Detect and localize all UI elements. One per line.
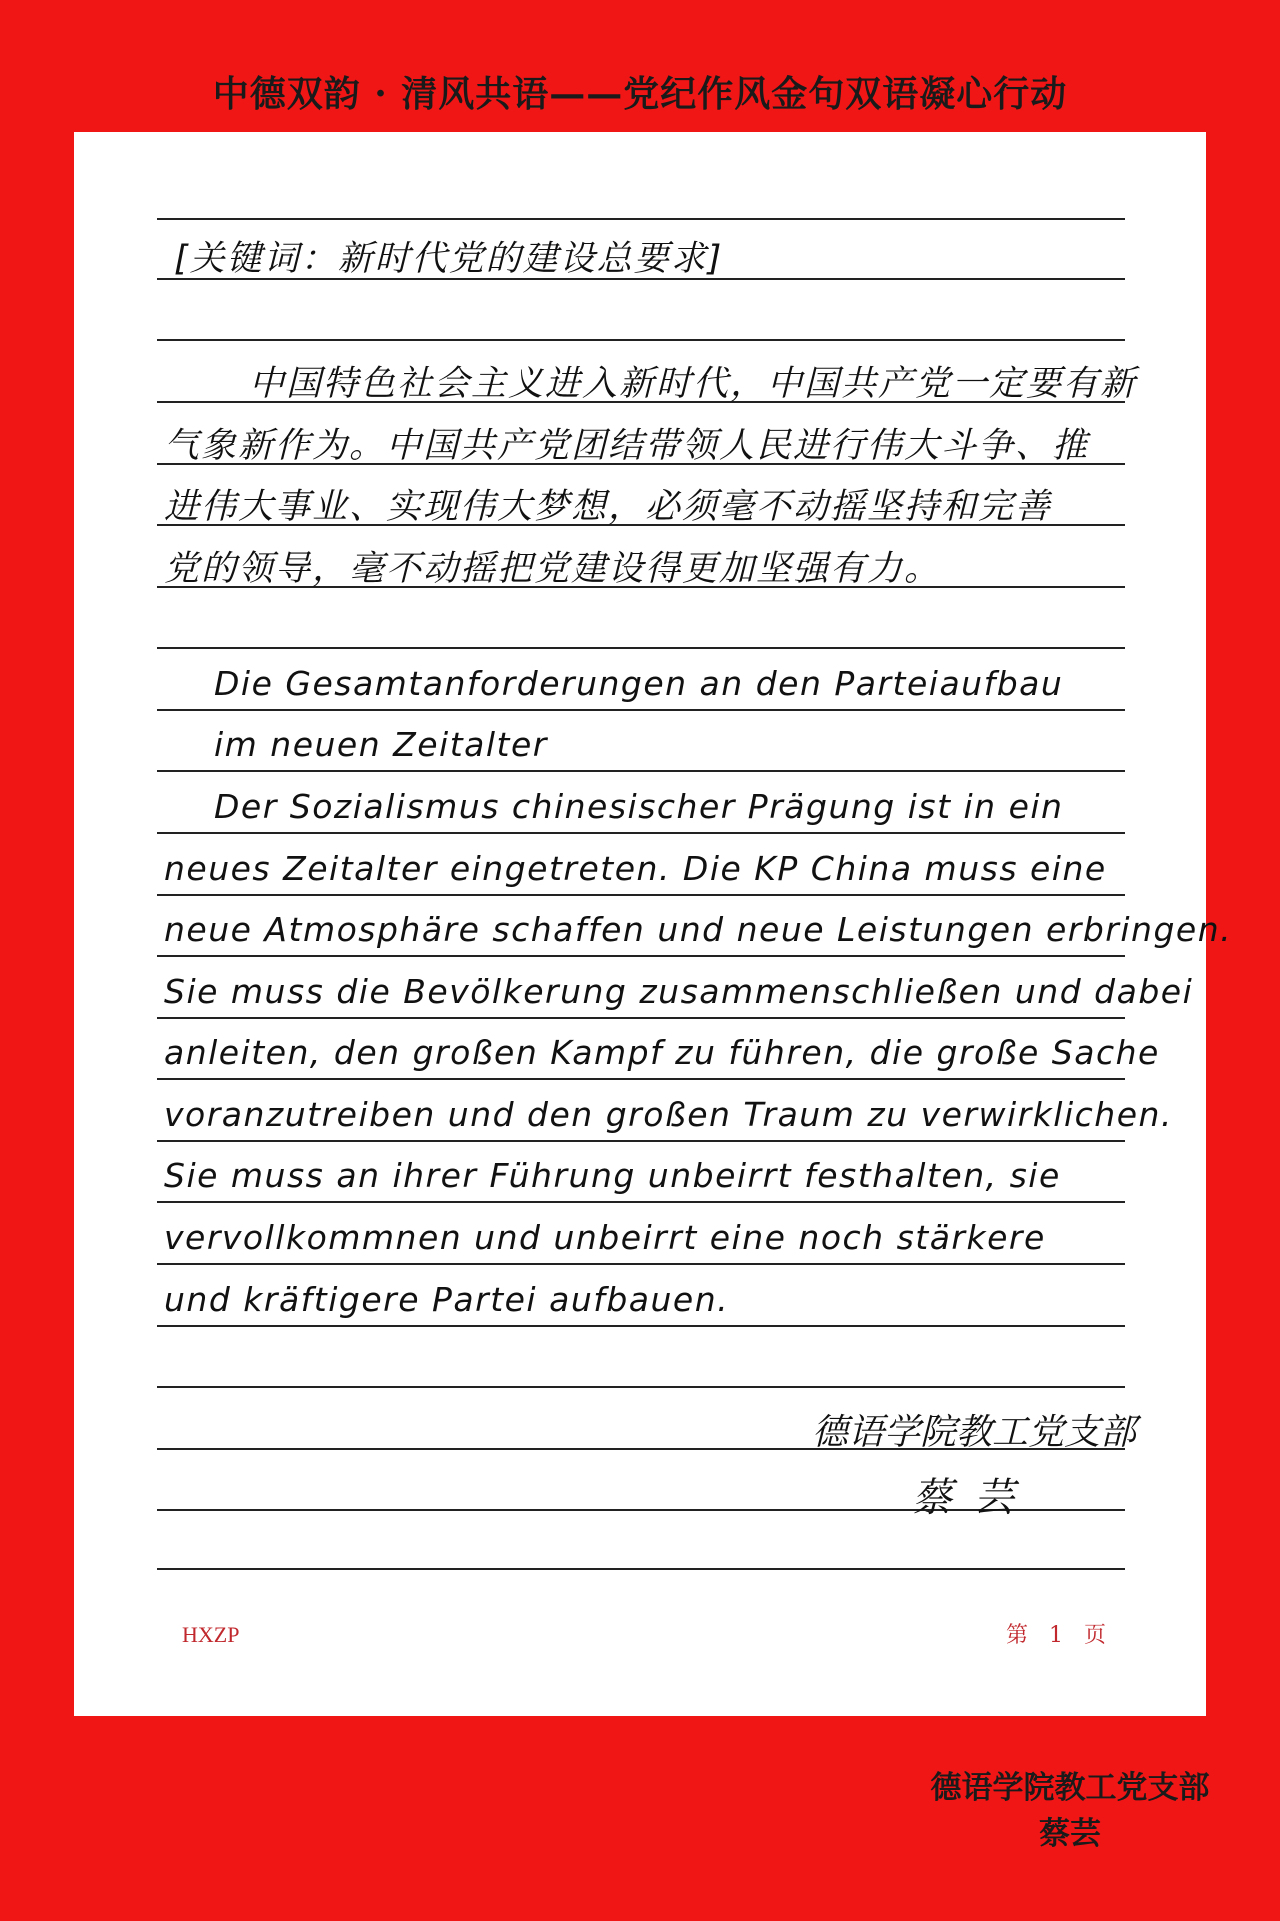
ruled-line xyxy=(157,1017,1125,1019)
chinese-line-3: 进伟大事业、实现伟大梦想，必须毫不动摇坚持和完善 xyxy=(164,487,1053,527)
ruled-line xyxy=(157,1263,1125,1265)
german-line-6: voranzutreiben und den großen Traum zu verwirklichen. xyxy=(164,1095,1173,1134)
german-line-8: vervollkommnen und unbeirrt eine noch stärkere xyxy=(164,1218,1046,1257)
german-line-7: Sie muss an ihrer Führung unbeirrt festhalten, sie xyxy=(164,1156,1061,1195)
german-line-1: Der Sozialismus chinesischer Prägung ist in ein xyxy=(214,787,1064,826)
ruled-line xyxy=(157,647,1125,649)
footer-code: HXZP xyxy=(182,1622,240,1647)
letter-paper xyxy=(74,132,1233,1716)
german-line-4: Sie muss die Bevölkerung zusammenschließen und dabei xyxy=(164,972,1194,1011)
signoff-name: 蔡芸 xyxy=(1039,1816,1101,1852)
handwritten-signature-org: 德语学院教工党支部 xyxy=(812,1412,1137,1453)
chinese-line-4: 党的领导，毫不动摇把党建设得更加坚强有力。 xyxy=(164,549,942,589)
german-title-line-2: im neuen Zeitalter xyxy=(214,725,548,764)
chinese-line-1: 中国特色社会主义进入新时代，中国共产党一定要有新 xyxy=(249,364,1138,404)
german-line-2: neues Zeitalter eingetreten. Die KP China muss eine xyxy=(164,849,1107,888)
german-line-3: neue Atmosphäre schaffen und neue Leistungen erbringen. xyxy=(164,910,1233,949)
ruled-line xyxy=(157,832,1125,834)
page-number: 第 1 页 xyxy=(1006,1623,1106,1648)
ruled-line xyxy=(157,1386,1125,1388)
ruled-line xyxy=(157,1078,1125,1080)
chinese-line-2: 气象新作为。中国共产党团结带领人民进行伟大斗争、推 xyxy=(164,426,1090,466)
ruled-line xyxy=(157,1201,1125,1203)
ruled-line xyxy=(157,709,1125,711)
ruled-line xyxy=(157,1568,1125,1570)
ruled-line xyxy=(157,955,1125,957)
ruled-line xyxy=(157,1325,1125,1327)
ruled-line xyxy=(157,218,1125,220)
banner-title: 中德双韵 · 清风共语——党纪作风金句双语凝心行动 xyxy=(212,73,1068,115)
handwritten-signature-name: 蔡芸 xyxy=(912,1475,1036,1521)
keyword-line: [关键词：新时代党的建设总要求] xyxy=(174,239,724,279)
german-title-line-1: Die Gesamtanforderungen an den Parteiaufbau xyxy=(214,664,1064,703)
signoff-org: 德语学院教工党支部 xyxy=(930,1770,1210,1806)
german-line-9: und kräftigere Partei aufbauen. xyxy=(164,1280,730,1319)
ruled-line xyxy=(157,770,1125,772)
german-line-5: anleiten, den großen Kampf zu führen, die große Sache xyxy=(164,1033,1160,1072)
ruled-line xyxy=(157,339,1125,341)
ruled-line xyxy=(157,894,1125,896)
ruled-line xyxy=(157,1140,1125,1142)
